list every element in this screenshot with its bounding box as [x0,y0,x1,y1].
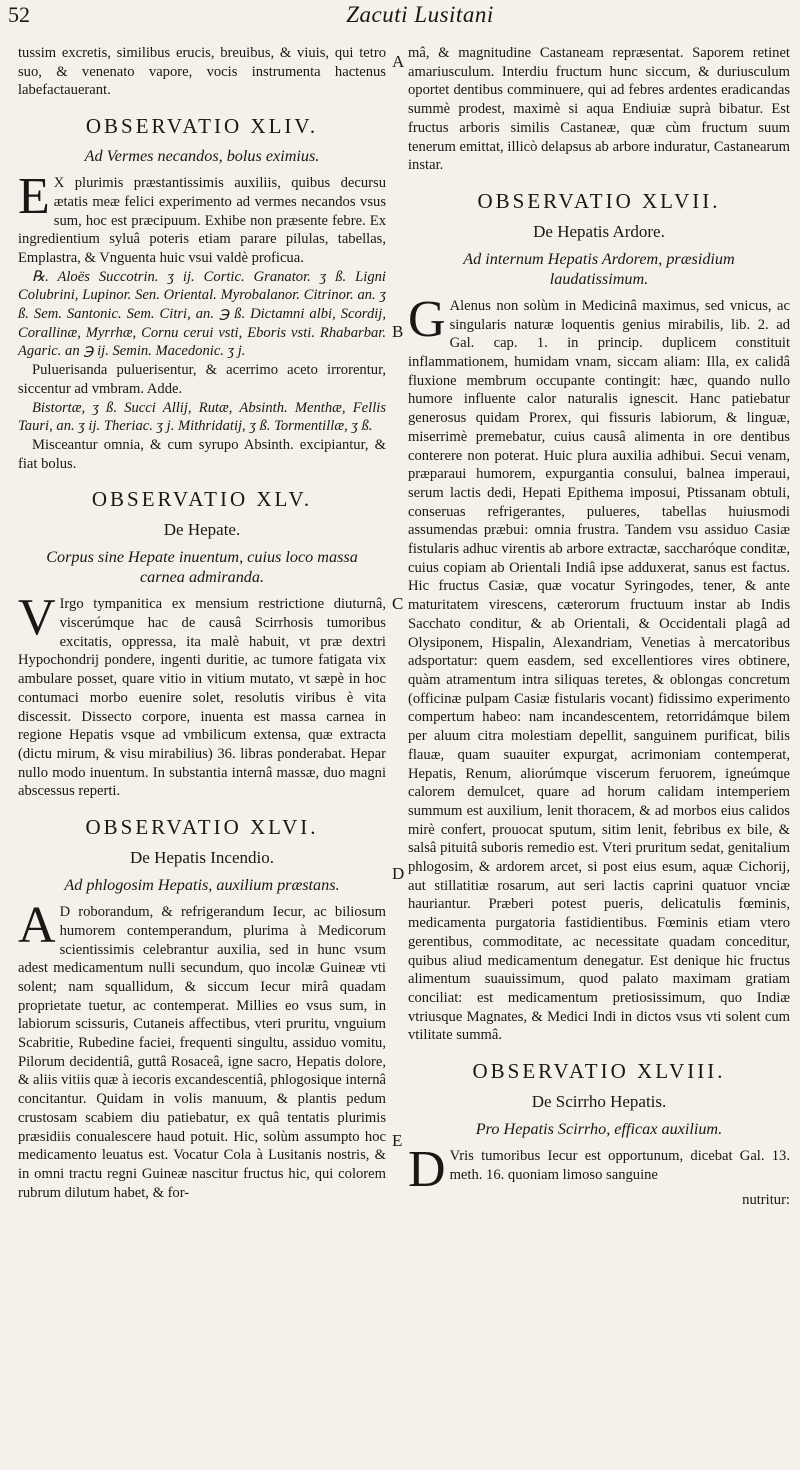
obs44-dropcap: E [18,168,50,226]
running-head: Zacuti Lusitani [346,2,494,27]
margin-letter-b: B [392,322,404,341]
margin-letter-d: D [392,864,405,883]
obs45-dropcap: V [18,589,56,647]
obs47-paragraph [408,290,790,1045]
obs47-lemma: Ad internum Hepatis Ardorem, præsidium laudatissimum. [463,249,735,288]
obs44-paragraph [18,168,386,268]
obs47-title: OBSERVATIO XLVII. [477,188,721,213]
page-header [0,2,800,30]
obs47-text: Alenus non solùm in Medicinâ maximus, sed vnicus, ac singularis naturæ loquentis genius mirabilis, lib. 2. ad Gal. cap. 1. in princip. duplicem constituit inflammationem, humidam vnam, siccam aliam: Illa, ex calidâ fluxione membrum occupante contingit: hæc, quando nullo humore influente calor naturalis ignescit. Hanc patiebatur generosus quidam Prorex, qui fissuris labiorum, & linguæ, miserrimè premebatur, cuius causâ alimenta in ore dentibus conterere non poterat. Huic plura auxilia adhibui. Secui venam, præparaui humorem, expurgantia consului, balnea imperaui, serum lactis dedi, Hepati Epithema imposui, Ptissanam obtuli, conseruas refrigerantes, pulueres, tabellas huiusmodi assumendas præbui: omnia frustra. Tandem vsu assiduo Casiæ fistularis adhuc virentis ab arbore extractæ, saccharóque conditæ, cuius copiam ab Orientali Indiâ ipse adduxerat, sanus est factus. Hic fructus Casiæ, quæ vocatur Syringodes, tener, & ante maturitatem virescens, cæterorum fructuum instar ab Indis Sacchato conditur, & ab Orientali, & Occidentali plagâ ad Olysiponem, Hispalin, Alexandriam, Venetias à mercatoribus adsportatur: quem easdem, sed excellentiores vires obtinere, quàm atramentum intra siliquas teretes, & oblongas concretum (officinæ pulpam Casiæ fistularis vocant) fidissimo experimento compertum habeo: nam incandescentem, retorridámque bilem per aluum citra molestiam depellit, sanguinem purificat, bilis flauæ, quam suauiter expurgat, acrimoniam contemperat, Hepatis, Renum, aliorúmque viscerum feruorem, igneúmque calorem demulcet, quare ad horum calidam intemperiem summum est auxilium, lenit thoracem, & ad morbos eius calidos mirè confert, prouocat sputum, sitim lenit, febribus ex bile, & salsâ pituitâ suboris remedio est. Vteri pruritum sedat, genitalium phlogosim, & ardorem arcet, si post eius esum, aquæ Cichorij, aut stillatitiæ rosarum, aut seri lactis caprini quatuor vnciæ hauriantur. Præberi potest pueris, delicatulis fœminis, medicamenta purgatoria fastidientibus. Fœminis etiam vtero gerentibus, commoditate, ac necessitate quadam conceditur, quibus aliud medicamentum denegatur. Est denique hic fructus alimentum suauissimum, quod palato maximam gratiam conciliat: est medicamentum pretiosissimum, quo Indiæ vtriusque Magnates, & Medici Indi in dictos vsus vti solent cum vtilitate summâ. [408,297,790,1044]
obs48-dropcap: D [408,1141,446,1199]
obs46-paragraph [18,897,386,1202]
obs44-title: OBSERVATIO XLIV. [85,114,319,139]
margin-letter-e: E [392,1131,403,1150]
obs46-subtitle: De Hepatis Incendio. [130,848,274,868]
obs48-title: OBSERVATIO XLVIII. [472,1059,726,1084]
obs45-lemma: Corpus sine Hepate inuentum, cuius loco massa carnea admiranda. [46,548,358,587]
obs45-text: Irgo tympanitica ex mensium restrictione diuturnâ, viscerúmque hac de causâ Scirrhosis tumoribus excitatis, oppressa, ita malè habuit, vt præ dextri Hypochondrij pondere, ingenti duritie, ac tumore fatigata vix ambulare posset, quare vitio in vitium mutato, vt sæpè in hoc contumaci morbo euenire solet, resolutis viribus è vita discessit. Dissecto corpore, inuenta est massa carnea in regione Hepatis vsque ad vmbilicum extensa, quæ extracta (dictu mirum, & visu mirabilius) 36. libras ponderabat. Hepar nullo modo inuentum. In substantia internâ massæ, duo magni abscessus reperti. [18,596,386,800]
right-column [408,44,790,1210]
page-number: 52 [8,2,30,27]
obs44-lemma: Ad Vermes necandos, bolus eximius. [84,147,320,166]
right-intro-paragraph: mâ, & magnitudine Castaneam repræsentat. Saporem retinet amariusculum. Interdiu fructum hunc siccum, & duriusculum oportet dentibus comminuere, qui ad febres ardentes eradicandas summè prodest, maximè si aqua Endiuiæ suprà bibatur. Est fructus arboris similis Castaneæ, quæ cùm fructum suum tenerum emittat, illicò delapsus ab arbore induratur, Castanearum instar. [408,45,790,174]
left-intro-paragraph: tussim excretis, similibus erucis, breuibus, & viuis, qui tetro suo, & venenato vapore, vocis instrumenta hactenus labefactauerant. [18,45,386,99]
obs45-subtitle: De Hepate. [163,520,241,540]
obs45-title: OBSERVATIO XLV. [91,487,313,512]
obs48-paragraph [408,1141,790,1199]
left-column [18,44,386,1202]
margin-letter-c: C [392,594,404,613]
obs44-recipe-2: Bistortæ, ʒ ß. Succi Allij, Rutæ, Absinth. Menthæ, Fellis Tauri, an. ʒ ij. Theriac. ʒ j. Mithridatij, ʒ ß. Tormentillæ, ʒ ß. [18,399,386,435]
obs46-lemma: Ad phlogosim Hepatis, auxilium præstans. [64,876,340,895]
obs46-dropcap: A [18,897,56,955]
obs48-text: Vris tumoribus Iecur est opportunum, dicebat Gal. 13. meth. 16. quoniam limoso sanguine [449,1148,790,1183]
obs46-text: D roborandum, & refrigerandum Iecur, ac biliosum humorem contemperandum, plurima à Medicorum scientissimis celebrantur auxilia, sed in hunc vsum adest medicamentum nulli secundum, quo incolæ Guineæ vti solent; nam squallidum, & siccum Iecur mirâ quadam proprietate tuetur, ac contemperat. Millies eo vsus sum, in labiorum scissuris, Cutaneis affectibus, vteri pruritu, vnguium Scabritie, Rubedine faciei, frequenti singultu, assiduo vomitu, Pilorum decidentiâ, guttâ Rosaceâ, igne sacro, Hepatis dolore, & aliis vitiis quæ à iecoris excandescentiâ, phlogosique internâ concitantur. Quidam in volis manuum, & plantis pedum crustosam scabiem diu patiebatur, ex quâ tentatis plurimis præsidiis conualescere haud potuit. Hic, solùm assumpto hoc medicamento leuatus est. Vocatur Cola à Lusitanis nostris, & in omni tractu regni Guineæ nascitur fructus hic, qui colorem rubrum dilutum habet, & for- [18,904,386,1201]
obs47-dropcap: G [408,290,446,348]
margin-letter-a: A [392,52,405,71]
obs44-text: X plurimis præstantissimis auxiliis, quibus decursu ætatis meæ felici experimento ad vermes necandos vsus sum, hoc est præcipuum. Exhibe non præsente febre. Ex ingredientium syluâ poteris etiam parare pilulas, tabellas, Emplastra, & Vnguenta huic vsui valdè proficua. [18,175,386,266]
obs44-text-2: Puluerisanda puluerisentur, & acerrimo aceto irrorentur, siccentur ad vmbram. Adde. [18,362,386,397]
obs44-text-3: Misceantur omnia, & cum syrupo Absinth. excipiantur, & fiat bolus. [18,436,386,472]
obs48-lemma: Pro Hepatis Scirrho, efficax auxilium. [475,1120,723,1139]
obs47-subtitle: De Hepatis Ardore. [533,221,665,241]
obs46-title: OBSERVATIO XLVI. [85,815,319,840]
obs44-recipe-1: ℞. Aloës Succotrin. ʒ ij. Cortic. Granator. ʒ ß. Ligni Colubrini, Lupinor. Sen. Oriental. Myrobalanor. Citrinor. an. ʒ ß. Sem. Santonic. Sem. Citri, an. ℈ ß. Dictamni albi, Scordij, Corallinæ, Myrrhæ, Cornu cerui vsti, Eboris vsti. Rhabarbar. Agaric. an ℈ ij. Semin. Macedonic. ʒ j. [18,268,386,360]
catchword: nutritur: [742,1192,790,1209]
obs45-paragraph [18,589,386,801]
obs48-subtitle: De Scirrho Hepatis. [531,1092,667,1112]
